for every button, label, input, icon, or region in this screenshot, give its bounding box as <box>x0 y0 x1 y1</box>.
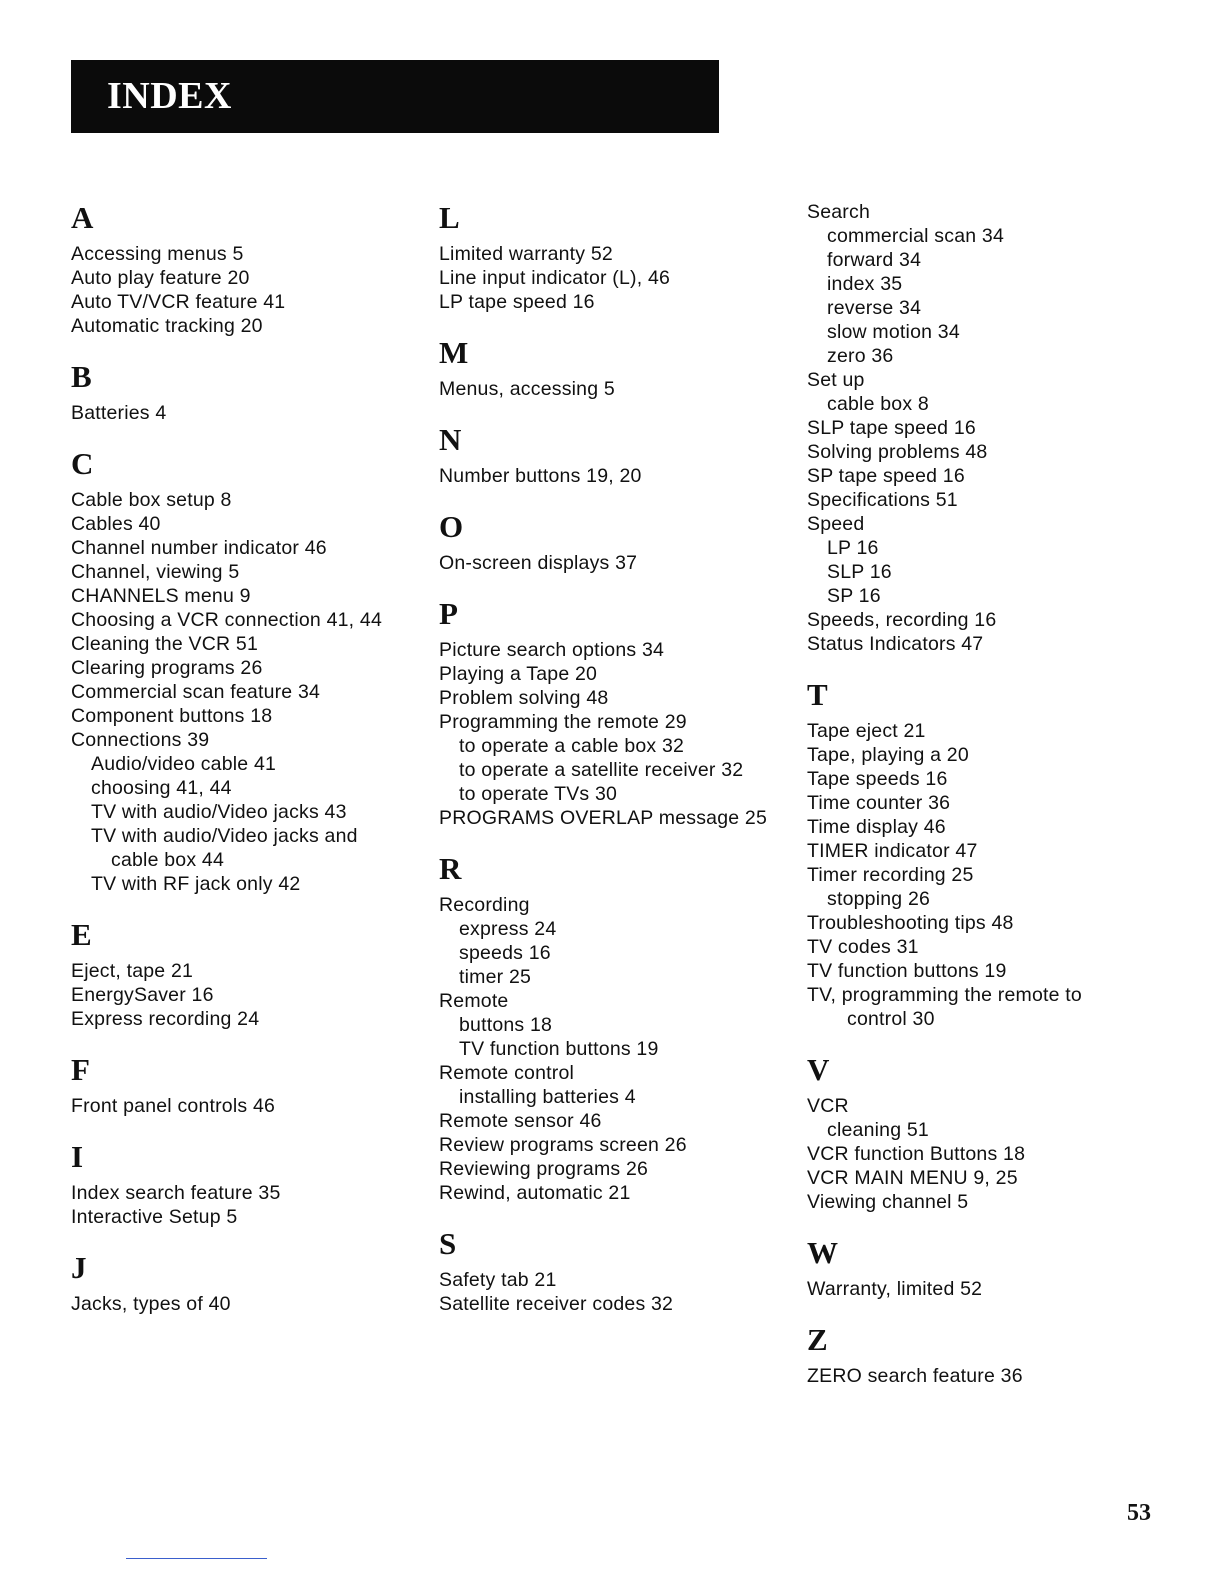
index-entry: TV with RF jack only 42 <box>91 873 301 895</box>
index-entry: Automatic tracking 20 <box>71 315 263 337</box>
index-entry: zero 36 <box>827 345 894 367</box>
entry-list <box>439 242 799 314</box>
index-entry: to operate TVs 30 <box>459 783 618 805</box>
index-entry: Front panel controls 46 <box>71 1095 276 1117</box>
page-title: INDEX <box>107 75 232 117</box>
index-entry: Index search feature 35 <box>71 1182 281 1204</box>
entry-list <box>71 242 421 338</box>
section-letter: S <box>439 1226 457 1261</box>
index-entry: TIMER indicator 47 <box>807 840 978 862</box>
entry-list <box>807 1094 1207 1214</box>
index-section <box>439 596 799 830</box>
index-entry: Remote control <box>439 1062 575 1084</box>
index-entry: forward 34 <box>827 249 922 271</box>
index-entry: cable box 44 <box>111 849 224 871</box>
index-entry: SLP tape speed 16 <box>807 417 976 439</box>
index-entry: Number buttons 19, 20 <box>439 465 642 487</box>
index-entry: speeds 16 <box>459 942 551 964</box>
index-entry: CHANNELS menu 9 <box>71 585 251 607</box>
index-entry: Accessing menus 5 <box>71 243 244 265</box>
index-entry: TV codes 31 <box>807 936 919 958</box>
index-entry: Speeds, recording 16 <box>807 609 997 631</box>
entry-list <box>807 200 1207 656</box>
index-entry: Rewind, automatic 21 <box>439 1182 631 1204</box>
index-entry: TV function buttons 19 <box>807 960 1007 982</box>
index-entry: SP 16 <box>827 585 881 607</box>
index-entry: slow motion 34 <box>827 321 960 343</box>
index-entry: Troubleshooting tips 48 <box>807 912 1014 934</box>
index-entry: VCR <box>807 1095 849 1117</box>
footer-rule <box>126 1558 267 1559</box>
index-entry: Eject, tape 21 <box>71 960 194 982</box>
index-entry: Warranty, limited 52 <box>807 1278 983 1300</box>
index-entry: Status Indicators 47 <box>807 633 984 655</box>
index-entry: Problem solving 48 <box>439 687 609 709</box>
index-entry: control 30 <box>847 1008 935 1030</box>
section-letter: W <box>807 1235 838 1270</box>
index-entry: Set up <box>807 369 865 391</box>
index-entry: Tape eject 21 <box>807 720 926 742</box>
index-entry: Programming the remote 29 <box>439 711 687 733</box>
section-letter: C <box>71 446 94 481</box>
index-entry: buttons 18 <box>459 1014 553 1036</box>
section-letter: E <box>71 917 92 952</box>
entry-list <box>71 401 421 425</box>
section-letter: A <box>71 200 94 235</box>
index-entry: Reviewing programs 26 <box>439 1158 649 1180</box>
index-entry: VCR MAIN MENU 9, 25 <box>807 1167 1018 1189</box>
entry-list <box>439 377 799 401</box>
section-letter: F <box>71 1052 90 1087</box>
entry-list <box>807 1277 1207 1301</box>
index-entry: Interactive Setup 5 <box>71 1206 238 1228</box>
index-entry: to operate a satellite receiver 32 <box>459 759 744 781</box>
index-entry: Review programs screen 26 <box>439 1134 687 1156</box>
index-entry: Auto play feature 20 <box>71 267 250 289</box>
index-entry: Component buttons 18 <box>71 705 273 727</box>
index-section <box>439 509 799 575</box>
index-entry: Tape, playing a 20 <box>807 744 969 766</box>
section-letter: N <box>439 422 462 457</box>
index-entry: Tape speeds 16 <box>807 768 948 790</box>
index-entry: Line input indicator (L), 46 <box>439 267 671 289</box>
index-entry: Channel number indicator 46 <box>71 537 327 559</box>
index-entry: Cleaning the VCR 51 <box>71 633 258 655</box>
index-entry: Viewing channel 5 <box>807 1191 969 1213</box>
index-entry: Connections 39 <box>71 729 210 751</box>
section-letter: J <box>71 1250 87 1285</box>
index-entry: Audio/video cable 41 <box>91 753 277 775</box>
index-banner <box>71 60 719 133</box>
entry-list <box>71 1292 421 1316</box>
section-letter: O <box>439 509 464 544</box>
index-entry: to operate a cable box 32 <box>459 735 685 757</box>
index-entry: express 24 <box>459 918 557 940</box>
index-section <box>71 359 421 425</box>
section-letter: M <box>439 335 469 370</box>
index-entry: Express recording 24 <box>71 1008 260 1030</box>
index-entry: Cable box setup 8 <box>71 489 232 511</box>
index-entry: On-screen displays 37 <box>439 552 638 574</box>
index-section <box>71 1052 421 1118</box>
index-entry: LP tape speed 16 <box>439 291 595 313</box>
index-section <box>807 200 1207 656</box>
entry-list <box>439 893 799 1205</box>
index-entry: SP tape speed 16 <box>807 465 965 487</box>
index-section <box>807 1322 1207 1388</box>
index-entry: TV function buttons 19 <box>459 1038 659 1060</box>
index-entry: Remote sensor 46 <box>439 1110 602 1132</box>
index-entry: TV, programming the remote to <box>807 984 1082 1006</box>
index-entry: Specifications 51 <box>807 489 958 511</box>
entry-list <box>439 638 799 830</box>
index-entry: PROGRAMS OVERLAP message 25 <box>439 807 767 829</box>
index-entry: stopping 26 <box>827 888 931 910</box>
index-section <box>439 422 799 488</box>
index-entry: Auto TV/VCR feature 41 <box>71 291 286 313</box>
index-section <box>439 1226 799 1316</box>
index-entry: Remote <box>439 990 509 1012</box>
index-entry: Commercial scan feature 34 <box>71 681 321 703</box>
index-entry: Timer recording 25 <box>807 864 974 886</box>
section-letter: R <box>439 851 462 886</box>
index-entry: EnergySaver 16 <box>71 984 214 1006</box>
index-entry: installing batteries 4 <box>459 1086 636 1108</box>
section-letter: Z <box>807 1322 828 1357</box>
section-letter: P <box>439 596 458 631</box>
index-entry: timer 25 <box>459 966 532 988</box>
entry-list <box>71 959 421 1031</box>
index-entry: Safety tab 21 <box>439 1269 557 1291</box>
index-entry: Solving problems 48 <box>807 441 988 463</box>
entry-list <box>71 1181 421 1229</box>
index-entry: TV with audio/Video jacks and <box>91 825 358 847</box>
index-entry: SLP 16 <box>827 561 892 583</box>
index-section <box>807 1235 1207 1301</box>
index-entry: LP 16 <box>827 537 879 559</box>
index-section <box>439 200 799 314</box>
index-section <box>439 335 799 401</box>
index-entry: Speed <box>807 513 865 535</box>
index-entry: VCR function Buttons 18 <box>807 1143 1026 1165</box>
index-entry: commercial scan 34 <box>827 225 1004 247</box>
index-section <box>71 917 421 1031</box>
entry-list <box>439 464 799 488</box>
index-entry: Picture search options 34 <box>439 639 665 661</box>
index-entry: TV with audio/Video jacks 43 <box>91 801 347 823</box>
entry-list <box>439 551 799 575</box>
index-section <box>71 200 421 338</box>
index-section <box>439 851 799 1205</box>
entry-list <box>439 1268 799 1316</box>
section-letter: L <box>439 200 460 235</box>
index-entry: Time counter 36 <box>807 792 951 814</box>
index-column-1 <box>71 200 421 1337</box>
index-column-3 <box>807 200 1207 1409</box>
index-section <box>71 1139 421 1229</box>
section-letter: V <box>807 1052 830 1087</box>
index-entry: Channel, viewing 5 <box>71 561 240 583</box>
page-number: 53 <box>1127 1500 1151 1526</box>
index-entry: choosing 41, 44 <box>91 777 232 799</box>
index-section <box>807 1052 1207 1214</box>
index-entry: Cables 40 <box>71 513 161 535</box>
index-entry: Search <box>807 201 870 223</box>
index-column-2 <box>439 200 799 1337</box>
entry-list <box>71 488 421 896</box>
entry-list <box>71 1094 421 1118</box>
entry-list <box>807 1364 1207 1388</box>
index-entry: cleaning 51 <box>827 1119 929 1141</box>
index-entry: Recording <box>439 894 530 916</box>
index-entry: Time display 46 <box>807 816 946 838</box>
entry-list <box>807 719 1207 1031</box>
index-entry: Limited warranty 52 <box>439 243 613 265</box>
index-section <box>71 446 421 896</box>
index-entry: Satellite receiver codes 32 <box>439 1293 674 1315</box>
index-entry: cable box 8 <box>827 393 929 415</box>
section-letter: B <box>71 359 92 394</box>
index-entry: Clearing programs 26 <box>71 657 263 679</box>
section-letter: T <box>807 677 828 712</box>
index-entry: Batteries 4 <box>71 402 167 424</box>
index-entry: Choosing a VCR connection 41, 44 <box>71 609 383 631</box>
index-entry: Menus, accessing 5 <box>439 378 615 400</box>
index-entry: Jacks, types of 40 <box>71 1293 231 1315</box>
index-section <box>71 1250 421 1316</box>
index-entry: index 35 <box>827 273 903 295</box>
section-letter: I <box>71 1139 84 1174</box>
index-entry: Playing a Tape 20 <box>439 663 598 685</box>
index-entry: reverse 34 <box>827 297 922 319</box>
index-section <box>807 677 1207 1031</box>
index-entry: ZERO search feature 36 <box>807 1365 1023 1387</box>
